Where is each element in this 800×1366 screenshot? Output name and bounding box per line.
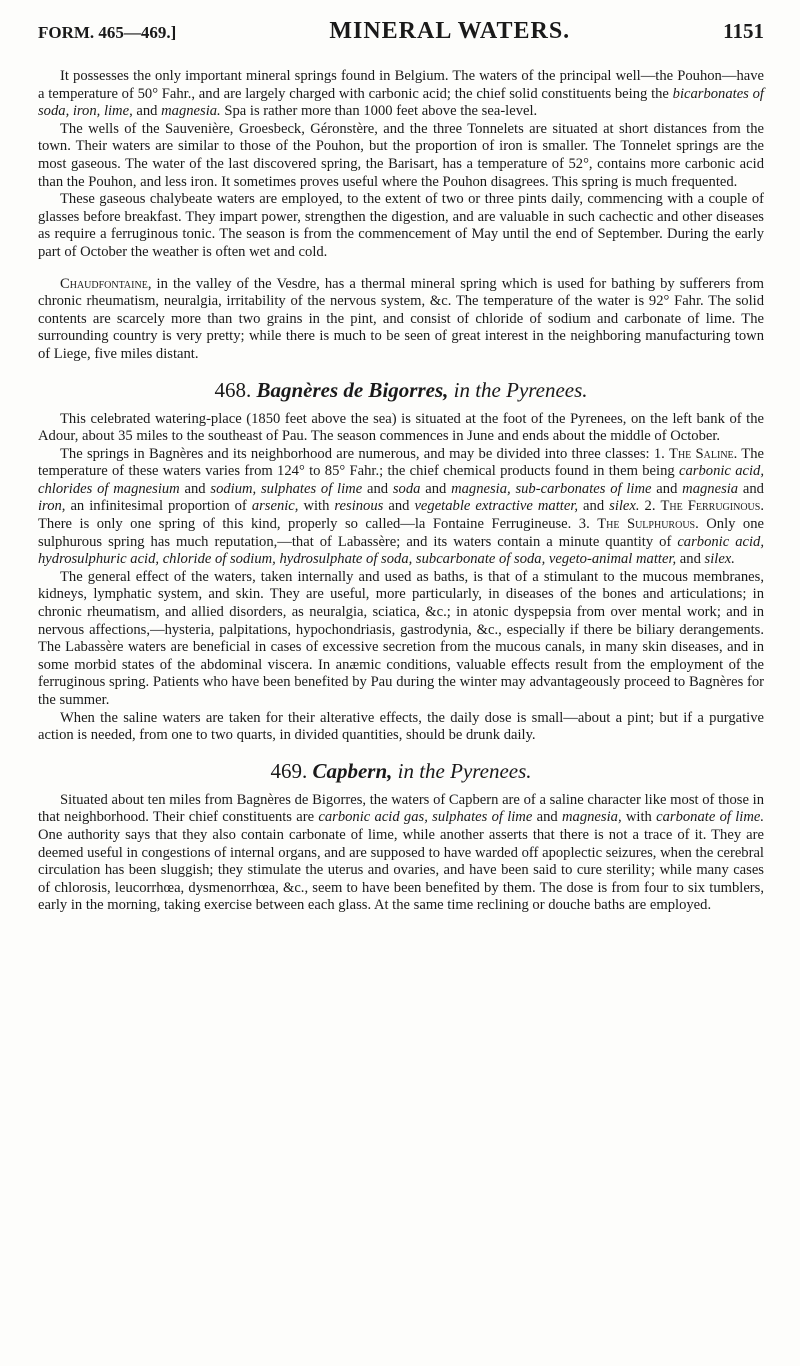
paragraph-capbern: Situated about ten miles from Bagnères de Bigorres, the waters of Capbern are of a saline character like most of those in that neighborhood. Their chief constituents are carbonic acid gas, sulphates of lime and magnesia, with carbonate of lime. One authority says that they also contain carbonate of lime, while another asserts that there is not a trace of it. They are deemed useful in congestions of internal organs, and are supposed to have warded off apoplectic seizures, when the cerebral circulation has been sluggish; they stimulate the uterus and ovaries, and have been said to cure sterility; while many cases of chlorosis, leucorrhœa, dysmenorrhœa, &c., seem to have been benefited by them. The dose is from four to six tumblers, early in the morning, taking exercise between each glass. At the same time reclining or douche baths are employed. — [38, 791, 764, 914]
page-number: 1151 — [723, 19, 764, 43]
page-body — [38, 68, 764, 915]
section-heading-468: 468. Bagnères de Bigorres, in the Pyrenees. — [214, 377, 588, 402]
paragraph-bagneres-effects: The general effect of the waters, taken internally and used as baths, is that of a stimulant to the mucous membranes, kidneys, lymphatic system, and skin. They are useful, more particularly, in diseases of the bones and articulations; in chronic rheumatism, and allied disorders, as neuralgia, sciatica, &c.; in atonic dyspepsia from over mental work; and in nervous affections,—hysteria, palpitations, hypochondriasis, gastrodynia, &c., especially if there be biliary derangements. The Labassère waters are beneficial in cases of excessive secretion from the mucous canals, in many skin diseases, and in some morbid states of the abdominal viscera. In anæmic conditions, valuable effects result from the employment of the ferruginous spring. Patients who have been benefited by Pau during the winter may advantageously proceed to Bagnères for the summer. — [38, 568, 764, 708]
paragraph-spa-usage: These gaseous chalybeate waters are employed, to the extent of two or three pints daily, commencing with a couple of glasses before breakfast. They impart power, strengthen the digestion, and are valuable in such cachectic and other diseases as require a ferruginous tonic. The season is from the commencement of May until the end of September. During the early part of October the weather is often wet and cold. — [38, 191, 764, 260]
paragraph-spa-intro: It possesses the only important mineral springs found in Belgium. The waters of the principal well—the Pouhon—have a temperature of 50° Fahr., and are largely charged with carbonic acid; the chief solid constituents being the bicarbonates of soda, iron, lime, and magnesia. Spa is rather more than 1000 feet above the sea-level. — [38, 68, 764, 120]
paragraph-bagneres-intro: This celebrated watering-place (1850 feet above the sea) is situated at the foot of the Pyrenees, on the left bank of the Adour, about 35 miles to the southeast of Pau. The season commences in June and ends about the middle of October. — [38, 410, 764, 445]
paragraph-bagneres-springs: The springs in Bagnères and its neighborhood are numerous, and may be divided into three classes: 1. The Saline. The temperature of these waters varies from 124° to 85° Fahr.; the chief chemical products found in them being carbonic acid, chlorides of magnesium and sodium, sulphates of lime and soda and magnesia, sub-carbonates of lime and magnesia and iron, an infinitesimal proportion of arsenic, with resinous and vegetable extractive matter, and silex. 2. The Ferruginous. There is only one spring of this kind, properly so called—la Fontaine Ferrugineuse. 3. The Sulphurous. Only one sulphurous spring has much reputation,—that of Labassère; and its waters contain a minute quantity of carbonic acid, hydrosulphuric acid, chloride of sodium, hydrosulphate of soda, subcarbonate of soda, vegeto-animal matter, and silex. — [38, 445, 764, 568]
chaudfontaine-name: Chaudfontaine, — [60, 275, 152, 292]
paragraph-spa-wells: The wells of the Sauvenière, Groesbeck, Géronstère, and the three Tonnelets are situated at short distances from the town. Their waters are similar to those of the Pouhon, but the proportion of iron is smaller. The Tonnelet springs are the most gaseous. The water of the last discovered spring, the Barisart, has a temperature of 52°, contains more carbonic acid than the Pouhon, and less iron. It sometimes proves useful where the Pouhon disagrees. This spring is much frequented. — [38, 120, 764, 190]
section-heading-469: 469. Capbern, in the Pyrenees. — [270, 758, 532, 783]
paragraph-bagneres-dose: When the saline waters are taken for their alterative effects, the daily dose is small—about a pint; but if a purgative action is needed, from one to two quarts, in divided quantities, should be drunk daily. — [38, 709, 764, 744]
running-title: MINERAL WATERS. — [329, 18, 571, 44]
paragraph-chaudfontaine: Chaudfontaine, in the valley of the Vesdre, has a thermal mineral spring which is used for bathing by sufferers from chronic rheumatism, neuralgia, irritability of the nervous system, &c. The temperature of the water is 92° Fahr. The solid contents are scarcely more than two grains in the pint, and consist of chloride of sodium and carbonate of lime. The surrounding country is very pretty; while there is much to be seen of great interest in the neighboring manufacturing town of Liege, five miles distant. — [38, 275, 764, 362]
form-reference: FORM. 465—469.] — [38, 23, 177, 42]
page-header — [38, 18, 764, 48]
